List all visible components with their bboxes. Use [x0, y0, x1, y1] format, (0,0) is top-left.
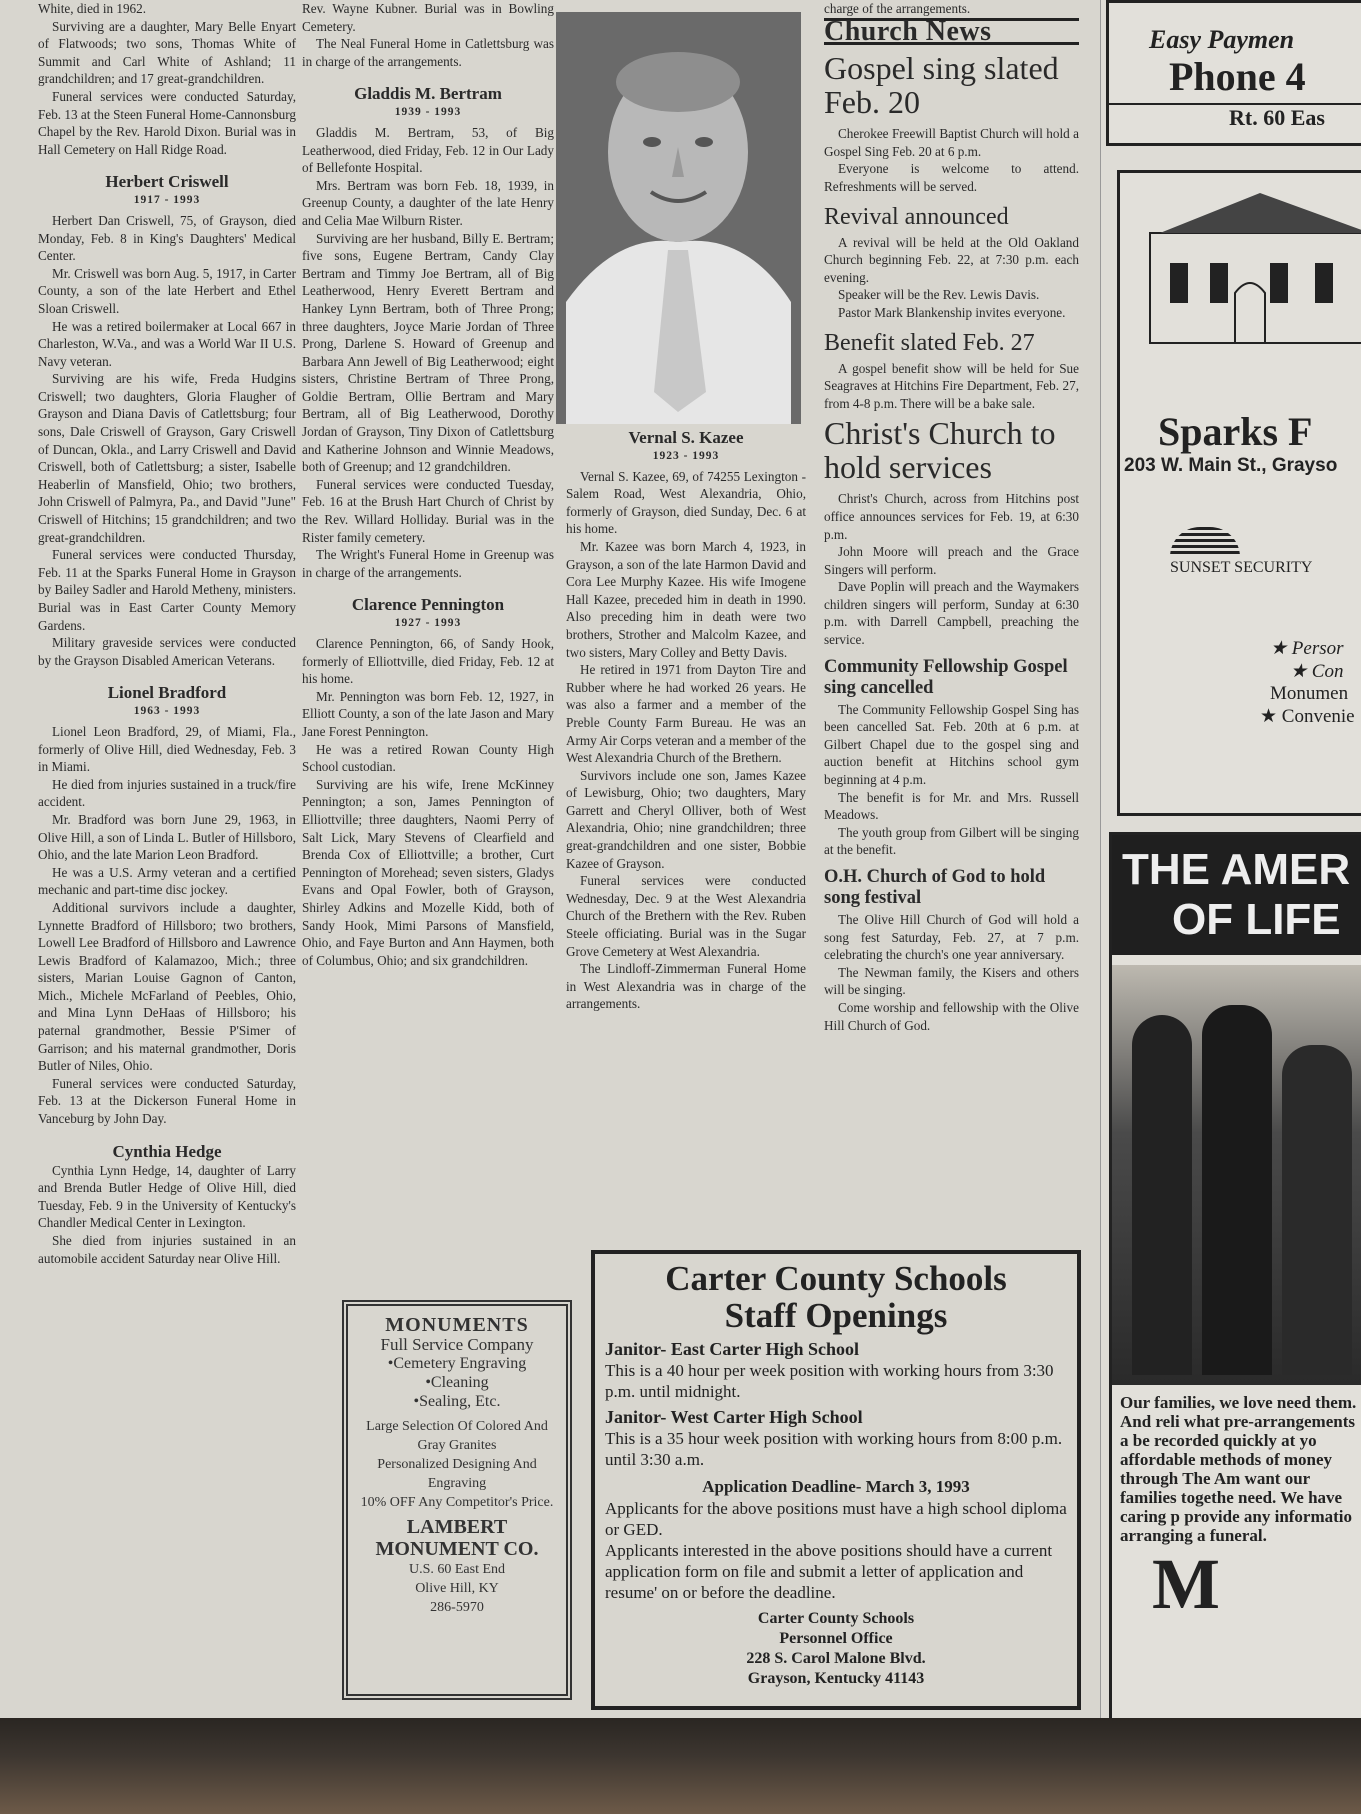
obit-paragraph: Mr. Bradford was born June 29, 1963, in Olive Hill, a son of Linda L. Butler of Hillsboro, Ohio, and the late Marion Leon Bradford. [38, 811, 296, 863]
obit-paragraph: He was a U.S. Army veteran and a certified mechanic and part-time disc jockey. [38, 864, 296, 898]
ad-title: Staff Openings [724, 1296, 948, 1335]
ad-line: Personalized Designing And Engraving [377, 1457, 537, 1491]
obit-paragraph: Funeral services were conducted Thursday, Feb. 11 at the Sparks Funeral Home in Grayson by Bailey Sadler and Harold Metheny, ministers. Burial was in East Carter County Memory Gardens. [38, 547, 296, 633]
story-paragraph: The youth group from Gilbert will be singing at the benefit. [824, 824, 1079, 858]
section-title: Church News [824, 18, 1079, 46]
obit-paragraph: The Wright's Funeral Home in Greenup was in charge of the arrangements. [302, 547, 554, 580]
ad-phone: 286-5970 [430, 1600, 484, 1615]
obituary-name: Gladdis M. Bertram [354, 84, 502, 104]
obit-paragraph: Rev. Wayne Kubner. Burial was in Bowling Cemetery. [302, 1, 554, 34]
story-headline: O.H. Church of God to hold song festival [824, 867, 1046, 908]
obit-paragraph: Surviving are his wife, Freda Hudgins Criswell; two daughters, Gloria Flaugher of Grayson and Diana Davis of Catlettsburg; four sons, Dale Criswell of Grayson, Gary Criswell of Duncan, Okla., and Larry Criswell and David Criswell, both of Catlettsburg; a sister, Isabelle Heaberlin of Mansfield, Ohio; two brothers, John Criswell of Palmyra, Pa., and David "June" Criswell of Hitchins; 15 grandchildren; and two great-grandchildren. [38, 371, 296, 545]
ad-bullet: •Cleaning [425, 1374, 489, 1391]
ad-subtitle: Full Service Company [380, 1335, 534, 1354]
obituary-vernal-kazee [566, 428, 806, 1013]
office-city: Grayson, Kentucky 41143 [747, 1670, 925, 1687]
obituary-years: 1917 - 1993 [133, 194, 201, 207]
column-obituaries-1 [38, 0, 296, 1267]
office-name: Carter County Schools [757, 1610, 915, 1627]
ad-feature: Monumen [1270, 683, 1349, 704]
story-headline: Christ's Church to hold services [824, 415, 1056, 486]
application-deadline: Application Deadline- March 3, 1993 [702, 1477, 970, 1496]
obit-paragraph: He was a retired Rowan County High School custodian. [302, 741, 554, 775]
obit-paragraph: Gladdis M. Bertram, 53, of Big Leatherwood, died Friday, Feb. 12 in Our Lady of Bellefonte Hospital. [302, 124, 554, 176]
ad-title: Carter County Schools [665, 1259, 1007, 1298]
obit-paragraph: Funeral services were conducted Saturday, Feb. 13 at the Dickerson Funeral Home in Vanceburg by John Day. [38, 1075, 296, 1127]
story-paragraph: Christ's Church, across from Hitchins post office announces services for Feb. 19, at 6:30 p.m. [824, 491, 1079, 542]
ad-line: Easy Paymen [1149, 25, 1295, 54]
obit-paragraph: Funeral services were conducted Wednesday, Dec. 9 at the West Alexandria Church of the Brethern with the Rev. Ruben Steele officiating. Burial was in the Sugar Grove Cemetery at West Alexandria. [566, 873, 806, 959]
job-requirement: Applicants for the above positions must have a high school diploma or GED. [605, 1499, 1067, 1539]
story-headline: Gospel sing slated Feb. 20 [824, 50, 1059, 121]
obituary-name: Cynthia Hedge [112, 1141, 222, 1161]
ad-address: U.S. 60 East End [408, 1562, 506, 1577]
obit-paragraph: Surviving are a daughter, Mary Belle Enyart of Flatwoods; two sons, Thomas White of Summit and Carl White of Ashland; 11 grandchildren; and 17 great-grandchildren. [38, 18, 296, 87]
story-paragraph: A gospel benefit show will be held for Sue Seagraves at Hitchins Fire Department, Feb. 27, from 4-8 p.m. There will be a bake sale. [824, 360, 1079, 411]
story-headline: Community Fellowship Gospel sing cancelled [824, 656, 1068, 698]
company-logo: M [1152, 1544, 1220, 1624]
ad-address: Olive Hill, KY [415, 1581, 499, 1596]
obituary-name: Vernal S. Kazee [628, 428, 744, 447]
story-paragraph: Speaker will be the Rev. Lewis Davis. [838, 287, 1040, 303]
obituary-clarence-pennington [302, 595, 554, 969]
obit-paragraph: Clarence Pennington, 66, of Sandy Hook, formerly of Elliottville, died Friday, Feb. 12 at his home. [302, 636, 554, 687]
obituary-years: 1963 - 1993 [133, 705, 201, 718]
staff-openings-advertisement [591, 1250, 1081, 1710]
obit-paragraph: Herbert Dan Criswell, 75, of Grayson, died Monday, Feb. 8 in King's Daughters' Medical Center. [38, 212, 296, 264]
obit-paragraph: Vernal S. Kazee, 69, of 74255 Lexington - Salem Road, West Alexandria, Ohio, formerly of Grayson, died Sunday, Dec. 6 at his home. [566, 468, 806, 537]
obituary-lionel-bradford [38, 683, 296, 1127]
ad-line: Large Selection Of Colored And Gray Granites [366, 1419, 548, 1453]
person-figure [1202, 1005, 1272, 1375]
column-obituaries-2 [302, 0, 554, 969]
story-headline: Benefit slated Feb. 27 [824, 329, 1035, 356]
ad-line: 10% OFF Any Competitor's Price. [360, 1495, 554, 1510]
obituary-years: 1927 - 1993 [394, 617, 462, 630]
job-description: This is a 40 hour per week position with working hours from 3:30 p.m. until midnight. [605, 1361, 1054, 1401]
portrait-image [556, 12, 801, 424]
story-paragraph: The benefit is for Mr. and Mrs. Russell Meadows. [824, 789, 1079, 823]
story-paragraph: A revival will be held at the Old Oakland Church beginning Feb. 22, at 7:30 p.m. each evening. [824, 234, 1079, 285]
job-requirement: Applicants interested in the above positions should have a current application form on file and submit a letter of application and resume' on or before the deadline. [605, 1541, 1053, 1602]
ad-line: Rt. 60 Eas [1109, 103, 1361, 131]
ad-company-name: LAMBERT MONUMENT CO. [375, 1516, 539, 1560]
ad-address: 203 W. Main St., Grayso [1124, 455, 1338, 476]
obit-paragraph: Additional survivors include a daughter, Lynnette Bradford of Hillsboro; two brothers, Lowell Lee Bradford of Hillsboro and Lawrence Lewis Bradford of Kalamazoo, Mich.; three sisters, Marian Louise Gagnon of Canton, Mich., Michele McFarland of Peebles, Ohio, and Mina Lynn DeHaas of Hillsboro; his paternal grandmother, Bessie P'Simer of Garrison; and his maternal grandmother, Doris Butler of Niles, Ohio. [38, 899, 296, 1074]
obituary-name: Herbert Criswell [105, 172, 229, 192]
ad-feature: ★ Persor [1270, 638, 1344, 659]
sunset-security-logo [1170, 527, 1240, 557]
obit-paragraph: The Neal Funeral Home in Catlettsburg was in charge of the arrangements. [302, 36, 554, 69]
ad-business-name: Sparks F [1158, 409, 1313, 454]
story-paragraph: The Olive Hill Church of God will hold a song fest Saturday, Feb. 27, at 7 p.m. celebrating the church's one year anniversary. [824, 912, 1079, 963]
story-paragraph: Pastor Mark Blankenship invites everyone. [838, 304, 1066, 320]
obit-paragraph: Cynthia Lynn Hedge, 14, daughter of Larry and Brenda Butler Hedge of Olive Hill, died Tuesday, Feb. 9 in the University of Kentucky's Chandler Medical Center in Lexington. [38, 1162, 296, 1231]
column-obituaries-3 [566, 428, 806, 1013]
story-headline: Revival announced [824, 203, 1009, 230]
payments-advertisement [1106, 0, 1361, 146]
story-paragraph: Everyone is welcome to attend. Refreshments will be served. [824, 161, 1079, 194]
obituary-gladdis-bertram [302, 84, 554, 581]
ad-title: MONUMENTS [385, 1314, 529, 1336]
obit-paragraph: Funeral services were conducted Saturday, Feb. 13 at the Steen Funeral Home-Cannonsburg Chapel by the Rev. Harold Dixon. Burial was in Hall Cemetery on Hall Ridge Road. [38, 88, 296, 157]
person-figure [1282, 1045, 1352, 1375]
obit-paragraph: She died from injuries sustained in an automobile accident Saturday near Olive Hill. [38, 1233, 296, 1266]
obit-paragraph: Lionel Leon Bradford, 29, of Miami, Fla., formerly of Olive Hill, died Wednesday, Feb. 3 in Miami. [38, 723, 296, 775]
continued-obit-text [38, 0, 296, 158]
job-position: Janitor- West Carter High School [605, 1407, 863, 1427]
obituary-name: Clarence Pennington [351, 595, 505, 615]
story-paragraph: Come worship and fellowship with the Olive Hill Church of God. [824, 999, 1079, 1033]
obit-paragraph: The Lindloff-Zimmerman Funeral Home in West Alexandria was in charge of the arrangements. [566, 961, 806, 1012]
continued-text: charge of the arrangements. [824, 1, 971, 16]
story-paragraph: The Newman family, the Kisers and others will be singing. [824, 964, 1079, 998]
job-position: Janitor- East Carter High School [605, 1339, 859, 1359]
obit-paragraph: Funeral services were conducted Tuesday, Feb. 16 at the Brush Hart Church of Christ by the Rev. Willard Holliday. Burial was in the Rister family cemetery. [302, 476, 554, 545]
obit-paragraph: Mr. Criswell was born Aug. 5, 1917, in Carter County, a son of the late Herbert and Ethel Sloan Criswell. [38, 265, 296, 316]
obit-paragraph: Surviving are his wife, Irene McKinney Pennington; a son, James Pennington of Elliottville; three daughters, Naomi Perry of Salt Lick, Mary Stevens of Clearfield and Brenda Cox of Elliottville; a brother, Curt Pennington of Morehead; seven sisters, Gladys Evans and Opal Fowler, both of Grayson, Shirley Adkins and Mozelle Kidd, both of Sandy Hook, Mimi Parsons of Mansfield, Ohio, and Faye Burton and Ann Haymen, both of Columbus, Ohio; and six grandchildren. [302, 776, 554, 968]
office-address: 228 S. Carol Malone Blvd. [746, 1650, 926, 1667]
column-church-news [824, 0, 1079, 1034]
page-edge-shadow [0, 1718, 1361, 1814]
obit-paragraph: Surviving are her husband, Billy E. Bertram; five sons, Eugene Bertram, Candy Clay Bertram and Timmy Joe Bertram, all of Big Leatherwood, Henry Everett Bertram and Hankey Lynn Bertram, both of Three Prong; three daughters, Joyce Marie Jordan of Three Prong, Darlene S. Howard of Greenup and Barbara Ann Jewell of Big Leatherwood; eight sisters, Christine Bertram of Three Prong, Goldie Bertram, Ollie Bertram and Mary Bertram, all of Big Leatherwood, Dorothy Jordan of Grayson, Tiny Dixon of Catlettsburg and Katherine Johnson and Winnie Meadows, both of Greenup; and 12 grandchildren. [302, 230, 554, 475]
obituary-name: Lionel Bradford [107, 683, 227, 703]
obit-paragraph: Mrs. Bertram was born Feb. 18, 1939, in Greenup County, a daughter of the late Henry and Celia Mae Wilburn Rister. [302, 177, 554, 228]
story-paragraph: John Moore will preach and the Grace Singers will perform. [824, 544, 1079, 577]
office-name: Personnel Office [779, 1630, 893, 1647]
story-paragraph: Dave Poplin will preach and the Waymakers children singers will perform, Sunday at 6:30 p.m. with Darrell Campbell, preaching the service. [824, 579, 1079, 648]
ad-bullet: •Cemetery Engraving [387, 1355, 527, 1372]
obit-paragraph: He retired in 1971 from Dayton Tire and Rubber where he had worked 26 years. He was also a farmer and a member of the Preble County Farm Bureau. He was an Army Air Corps veteran and a member of the West Alexandria Church of the Brethern. [566, 662, 806, 766]
ad-feature: ★ Convenie [1260, 706, 1355, 727]
obit-paragraph: He was a retired boilermaker at Local 667 in Charleston, W.Va., and was a World War II U.S. Navy veteran. [38, 318, 296, 369]
right-rail-ads [1100, 0, 1361, 1814]
obituary-cynthia-hedge [38, 1142, 296, 1268]
ad-phone: Phone 4 [1169, 54, 1306, 99]
obituary-herbert-criswell [38, 172, 296, 669]
obit-paragraph: Mr. Kazee was born March 4, 1923, in Grayson, a son of the late Harmon David and Cora Lee Murphy Kazee. His wife Imogene Hall Kazee, preceded him in death in 1990. Also preceding him in death were two brothers, Strother and Malcolm Kazee, and two sisters, Mary Colley and Betty Davis. [566, 538, 806, 660]
obit-paragraph: White, died in 1962. [38, 1, 147, 16]
monument-advertisement [342, 1300, 572, 1700]
ad-feature: ★ Con [1290, 661, 1344, 682]
ad-group-photo [1112, 965, 1361, 1385]
obit-paragraph: Military graveside services were conducted by the Grayson Disabled American Veterans. [38, 635, 296, 668]
church-news-stories [824, 51, 1079, 1034]
obit-paragraph: Mr. Pennington was born Feb. 12, 1927, in Elliott County, a son of the late Jason and Mary Jane Forest Pennington. [302, 688, 554, 739]
ad-headline-line: OF LIFE [1172, 895, 1341, 944]
sparks-funeral-home-advertisement [1117, 170, 1361, 816]
job-description: This is a 35 hour week position with working hours from 8:00 p.m. until 3:30 a.m. [605, 1429, 1063, 1469]
american-life-advertisement [1109, 832, 1361, 1738]
obituary-years: 1923 - 1993 [652, 450, 720, 462]
security-label: SUNSET SECURITY [1170, 559, 1313, 576]
ad-bullet: •Sealing, Etc. [413, 1393, 501, 1410]
person-figure [1132, 1015, 1192, 1375]
funeral-home-drawing [1120, 173, 1361, 363]
story-paragraph: Cherokee Freewill Baptist Church will hold a Gospel Sing Feb. 20 at 6 p.m. [824, 126, 1079, 159]
obituary-portrait-photo [556, 12, 801, 424]
obit-paragraph: He died from injuries sustained in a truck/fire accident. [38, 776, 296, 810]
ad-headline-line: THE AMER [1122, 845, 1351, 894]
ad-headline [1112, 835, 1361, 955]
story-paragraph: The Community Fellowship Gospel Sing has been cancelled Sat. Feb. 20th at 6 p.m. at Gilbert Chapel due to the gospel sing and auction benefit at Hitchins school gym beginning at 4 p.m. [824, 701, 1079, 788]
ad-body-text: Our families, we love need them. And reli what pre-arrangements a be recorded quickly at yo affordable methods of money through The Am want our families togethe need. We have caring p provide any informatio arranging a funeral. [1120, 1393, 1357, 1545]
obituary-years: 1939 - 1993 [394, 106, 462, 119]
obit-paragraph: Survivors include one son, James Kazee of Lewisburg, Ohio; two daughters, Mary Garrett and Cheryl Olliver, both of West Alexandria, Ohio; nine grandchildren; three great-grandchildren and one sister, Bobbie Kazee of Grayson. [566, 767, 806, 871]
